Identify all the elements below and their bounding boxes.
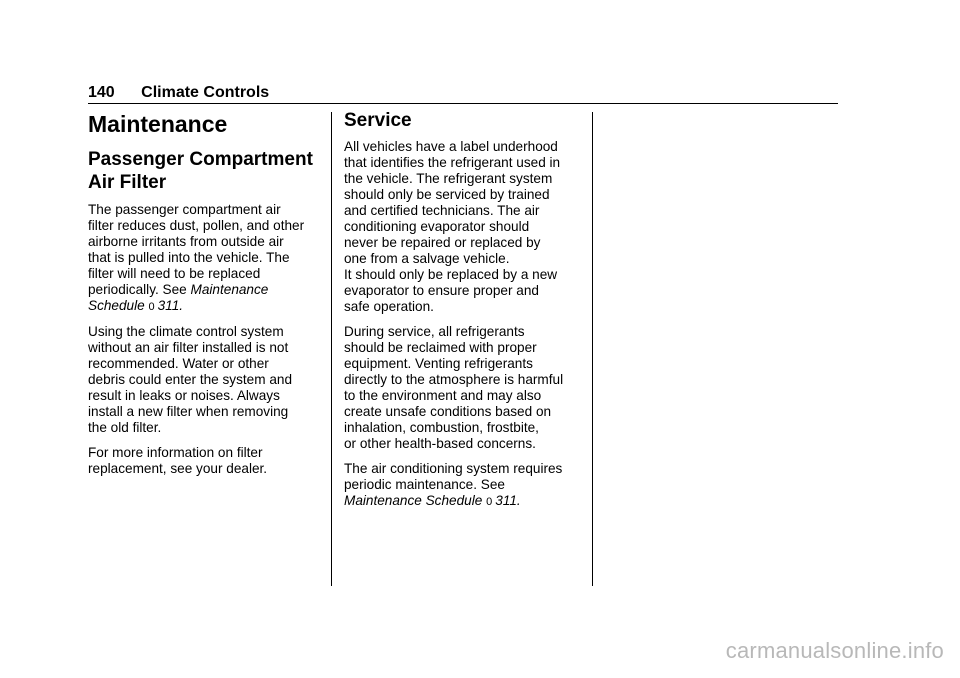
text-line: result in leaks or noises. Always	[88, 388, 280, 403]
column-divider-left	[331, 112, 332, 586]
text-line: directly to the atmosphere is harmful	[344, 372, 564, 387]
text-line: that identifies the refrigerant used in	[344, 155, 561, 170]
text-line: The air conditioning system requires	[344, 461, 563, 476]
page-header	[88, 84, 269, 102]
page-ref-icon: 0	[486, 496, 493, 508]
text-line: It should only be replaced by a new	[344, 267, 558, 282]
section-title: Climate Controls	[141, 84, 270, 101]
text-line: the old filter.	[88, 420, 162, 435]
page-ref-icon: 0	[148, 301, 155, 313]
text-line: filter will need to be replaced	[88, 266, 261, 281]
text-line: that is pulled into the vehicle. The	[88, 250, 290, 265]
air-filter-paragraph-1: The passenger compartment air filter reduces dust, pollen, and other airborne irritants from outside air that is pulled into the vehicle. The filter will need to be replaced periodically. See Maintenance Schedule 0 311.	[88, 202, 305, 313]
maintenance-schedule-link-part2[interactable]: Schedule	[88, 298, 145, 313]
text-line: install a new filter when removing	[88, 404, 289, 419]
text-line: During service, all refrigerants	[344, 324, 525, 339]
text-line: inhalation, combustion, frostbite,	[344, 420, 539, 435]
column-divider-right	[592, 112, 593, 586]
text-line: periodic maintenance. See	[344, 477, 505, 492]
text-line: airborne irritants from outside air	[88, 234, 284, 249]
text-line: periodically. See	[88, 282, 187, 297]
text-line: safe operation.	[344, 299, 434, 314]
text-line: evaporator to ensure proper and	[344, 283, 539, 298]
text-line: replacement, see your dealer.	[88, 461, 268, 476]
left-column	[88, 110, 324, 486]
header-rule	[88, 103, 838, 104]
service-heading: Service	[344, 110, 412, 131]
air-filter-paragraph-3	[88, 445, 324, 477]
air-filter-heading-line1: Passenger Compartment	[88, 149, 313, 170]
service-paragraph-2	[344, 324, 580, 452]
text-line: filter reduces dust, pollen, and other	[88, 218, 305, 233]
text-line: For more information on filter	[88, 445, 263, 460]
text-line: the vehicle. The refrigerant system	[344, 171, 553, 186]
text-line: create unsafe conditions based on	[344, 404, 552, 419]
text-line: equipment. Venting refrigerants	[344, 356, 533, 371]
text-line: All vehicles have a label underhood	[344, 139, 558, 154]
text-line: recommended. Water or other	[88, 356, 269, 371]
text-line: never be repaired or replaced by	[344, 235, 541, 250]
text-line: Using the climate control system	[88, 324, 284, 339]
maintenance-heading: Maintenance	[88, 111, 228, 137]
right-column	[344, 110, 580, 519]
text-line: and certified technicians. The air	[344, 203, 540, 218]
text-line: one from a salvage vehicle.	[344, 251, 510, 266]
text-line: should be reclaimed with proper	[344, 340, 537, 355]
page-ref-number[interactable]: 311	[495, 493, 517, 508]
text-line: conditioning evaporator should	[344, 219, 530, 234]
page-number: 140	[88, 84, 115, 101]
air-filter-heading-line2: Air Filter	[88, 172, 167, 193]
air-filter-paragraph-2	[88, 324, 324, 436]
text-line: should only be serviced by trained	[344, 187, 550, 202]
service-paragraph-3: The air conditioning system requires periodic maintenance. See Maintenance Schedule 0 311.	[344, 461, 563, 508]
watermark: carmanualsonline.info	[725, 638, 944, 663]
maintenance-schedule-link[interactable]: Maintenance Schedule	[344, 493, 483, 508]
service-paragraph-1	[344, 139, 580, 315]
text-line: without an air filter installed is not	[88, 340, 289, 355]
text-line: to the environment and may also	[344, 388, 542, 403]
maintenance-schedule-link-part1[interactable]: Maintenance	[190, 282, 269, 297]
text-line: The passenger compartment air	[88, 202, 281, 217]
page-ref-number[interactable]: 311	[157, 298, 180, 313]
air-filter-heading	[88, 148, 324, 194]
text-line: or other health-based concerns.	[344, 436, 536, 451]
text-line: debris could enter the system and	[88, 372, 293, 387]
